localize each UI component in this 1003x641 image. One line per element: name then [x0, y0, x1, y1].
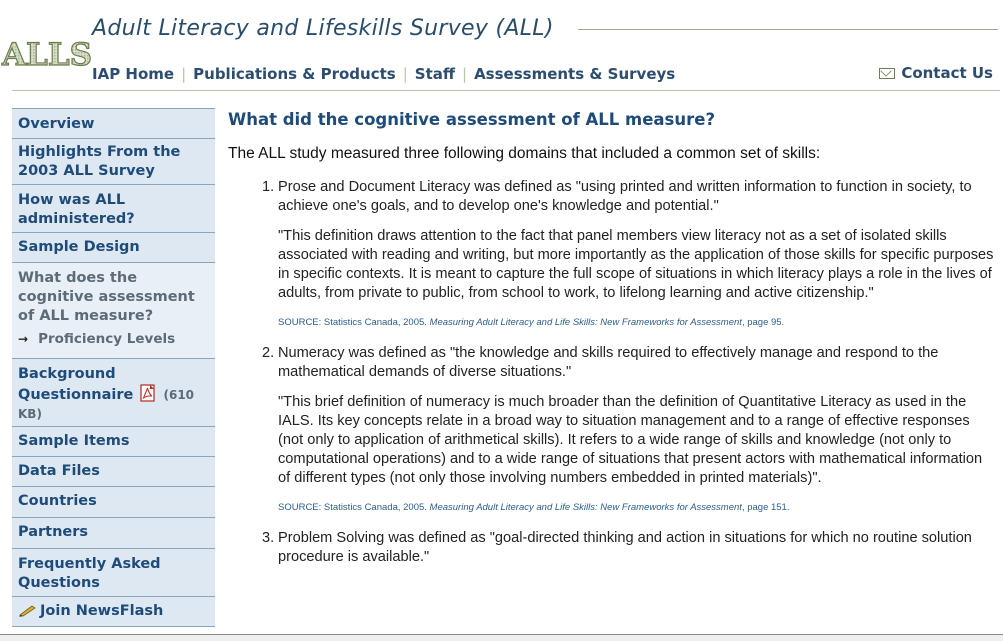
sidebar-item-sample-items[interactable]: Sample Items: [12, 426, 215, 456]
title-divider: [578, 29, 998, 30]
sidebar-subitem-proficiency-levels[interactable]: [18, 330, 209, 349]
window-bottom-edge: [0, 634, 1003, 641]
domain-quote: "This brief definition of numeracy is much broader than the definition of Quantitative Literacy as used in the IALS. Its key concepts relate in a broad way to situation management and to a range of effective responses (not only to application of arithmetical skills). It refers to a wide range of skills and knowledge (not only to computational operations) and to a wide range of situations that present actors with mathematical information of different types (not only those involving numbers embedded in printed materials)".: [278, 394, 983, 486]
domain-definition: Prose and Document Literacy was defined as "using printed and written information to function in society, to achieve one's goals, and to develop one's knowledge and potential.": [278, 179, 972, 214]
sidebar-item-data-files[interactable]: Data Files: [12, 456, 215, 486]
sidebar-item-cognitive-assessment[interactable]: [12, 262, 215, 358]
svg-text:ALLS: ALLS: [1, 37, 93, 73]
file-size-note: (610 KB): [18, 388, 195, 421]
sidebar-item-background-questionnaire[interactable]: [12, 358, 215, 426]
list-item: [262, 529, 998, 567]
nav-separator: |: [181, 65, 187, 83]
list-number: 1.: [262, 179, 275, 195]
arrow-right-icon: →: [18, 332, 29, 346]
source-citation: [278, 313, 998, 332]
sidebar-nav: [12, 108, 215, 627]
domains-list: [262, 178, 998, 567]
sidebar-item-partners[interactable]: Partners: [12, 517, 215, 548]
nav-separator: |: [402, 65, 408, 83]
contact-us-label: Contact Us: [901, 64, 993, 82]
nav-iap-home[interactable]: IAP Home: [92, 65, 175, 83]
page-title: What did the cognitive assessment of ALL measure?: [228, 110, 716, 129]
source-title: Measuring Adult Literacy and Life Skills: New Frameworks for Assessment: [429, 502, 742, 513]
source-page: , page 95.: [741, 317, 785, 328]
envelope-icon: [879, 68, 895, 79]
header-divider: [12, 90, 1000, 91]
source-prefix: SOURCE: Statistics Canada, 2005.: [278, 317, 430, 328]
sidebar-item-cognitive-assessment-label: What does the cognitive assessment of ALL measure?: [18, 270, 195, 324]
main-content: [228, 110, 998, 578]
source-citation: [278, 498, 998, 517]
site-title: Adult Literacy and Lifeskills Survey (ALL): [92, 16, 554, 41]
pen-icon: [18, 603, 38, 617]
sidebar-subitem-label: Proficiency Levels: [38, 331, 176, 347]
top-nav: [92, 64, 675, 84]
list-item: [262, 178, 998, 332]
list-item: [262, 344, 998, 517]
sidebar-item-label: Background Questionnaire: [18, 366, 134, 403]
sidebar-item-faq[interactable]: Frequently Asked Questions: [12, 548, 215, 596]
sidebar-item-administered[interactable]: How was ALL administered?: [12, 184, 215, 232]
domain-definition: Numeracy was defined as "the knowledge and skills required to effectively manage and respond to the mathematical demands of diverse situations.": [278, 345, 939, 380]
source-title: Measuring Adult Literacy and Life Skills: New Frameworks for Assessment: [429, 317, 742, 328]
sidebar-item-newsflash[interactable]: [12, 596, 215, 627]
sidebar-item-sample-design[interactable]: Sample Design: [12, 232, 215, 262]
intro-paragraph: The ALL study measured three following domains that included a common set of skills:: [228, 145, 821, 162]
domain-quote: "This definition draws attention to the fact that panel members view literacy not as a set of isolated skills associated with reading and writing, but more importantly as the application of those skills for specific purposes in specific contexts. It is meant to capture the full scope of situations in which literacy plays a role in the lives of adults, from private to public, from school to work, to lifelong learning and active citizenship.": [278, 228, 994, 301]
source-prefix: SOURCE: Statistics Canada, 2005.: [278, 502, 430, 513]
domain-definition: Problem Solving was defined as "goal-directed thinking and action in situations for which no routine solution procedure is available.": [278, 530, 972, 565]
list-number: 3.: [262, 530, 275, 546]
sidebar-item-label: Join NewsFlash: [40, 603, 164, 619]
alls-logo[interactable]: [1, 28, 93, 76]
source-page: , page 151.: [741, 502, 790, 513]
sidebar-item-overview[interactable]: Overview: [12, 108, 215, 138]
nav-separator: |: [462, 65, 468, 83]
contact-us-link[interactable]: [879, 64, 993, 82]
nav-publications-products[interactable]: Publications & Products: [193, 65, 396, 83]
sidebar-item-highlights[interactable]: Highlights From the 2003 ALL Survey: [12, 138, 215, 184]
nav-staff[interactable]: Staff: [414, 65, 456, 83]
site-header: [0, 0, 1003, 100]
sidebar-item-countries[interactable]: Countries: [12, 486, 215, 517]
list-number: 2.: [262, 345, 275, 361]
pdf-icon[interactable]: [140, 384, 156, 402]
nav-assessments-surveys[interactable]: Assessments & Surveys: [474, 65, 676, 83]
